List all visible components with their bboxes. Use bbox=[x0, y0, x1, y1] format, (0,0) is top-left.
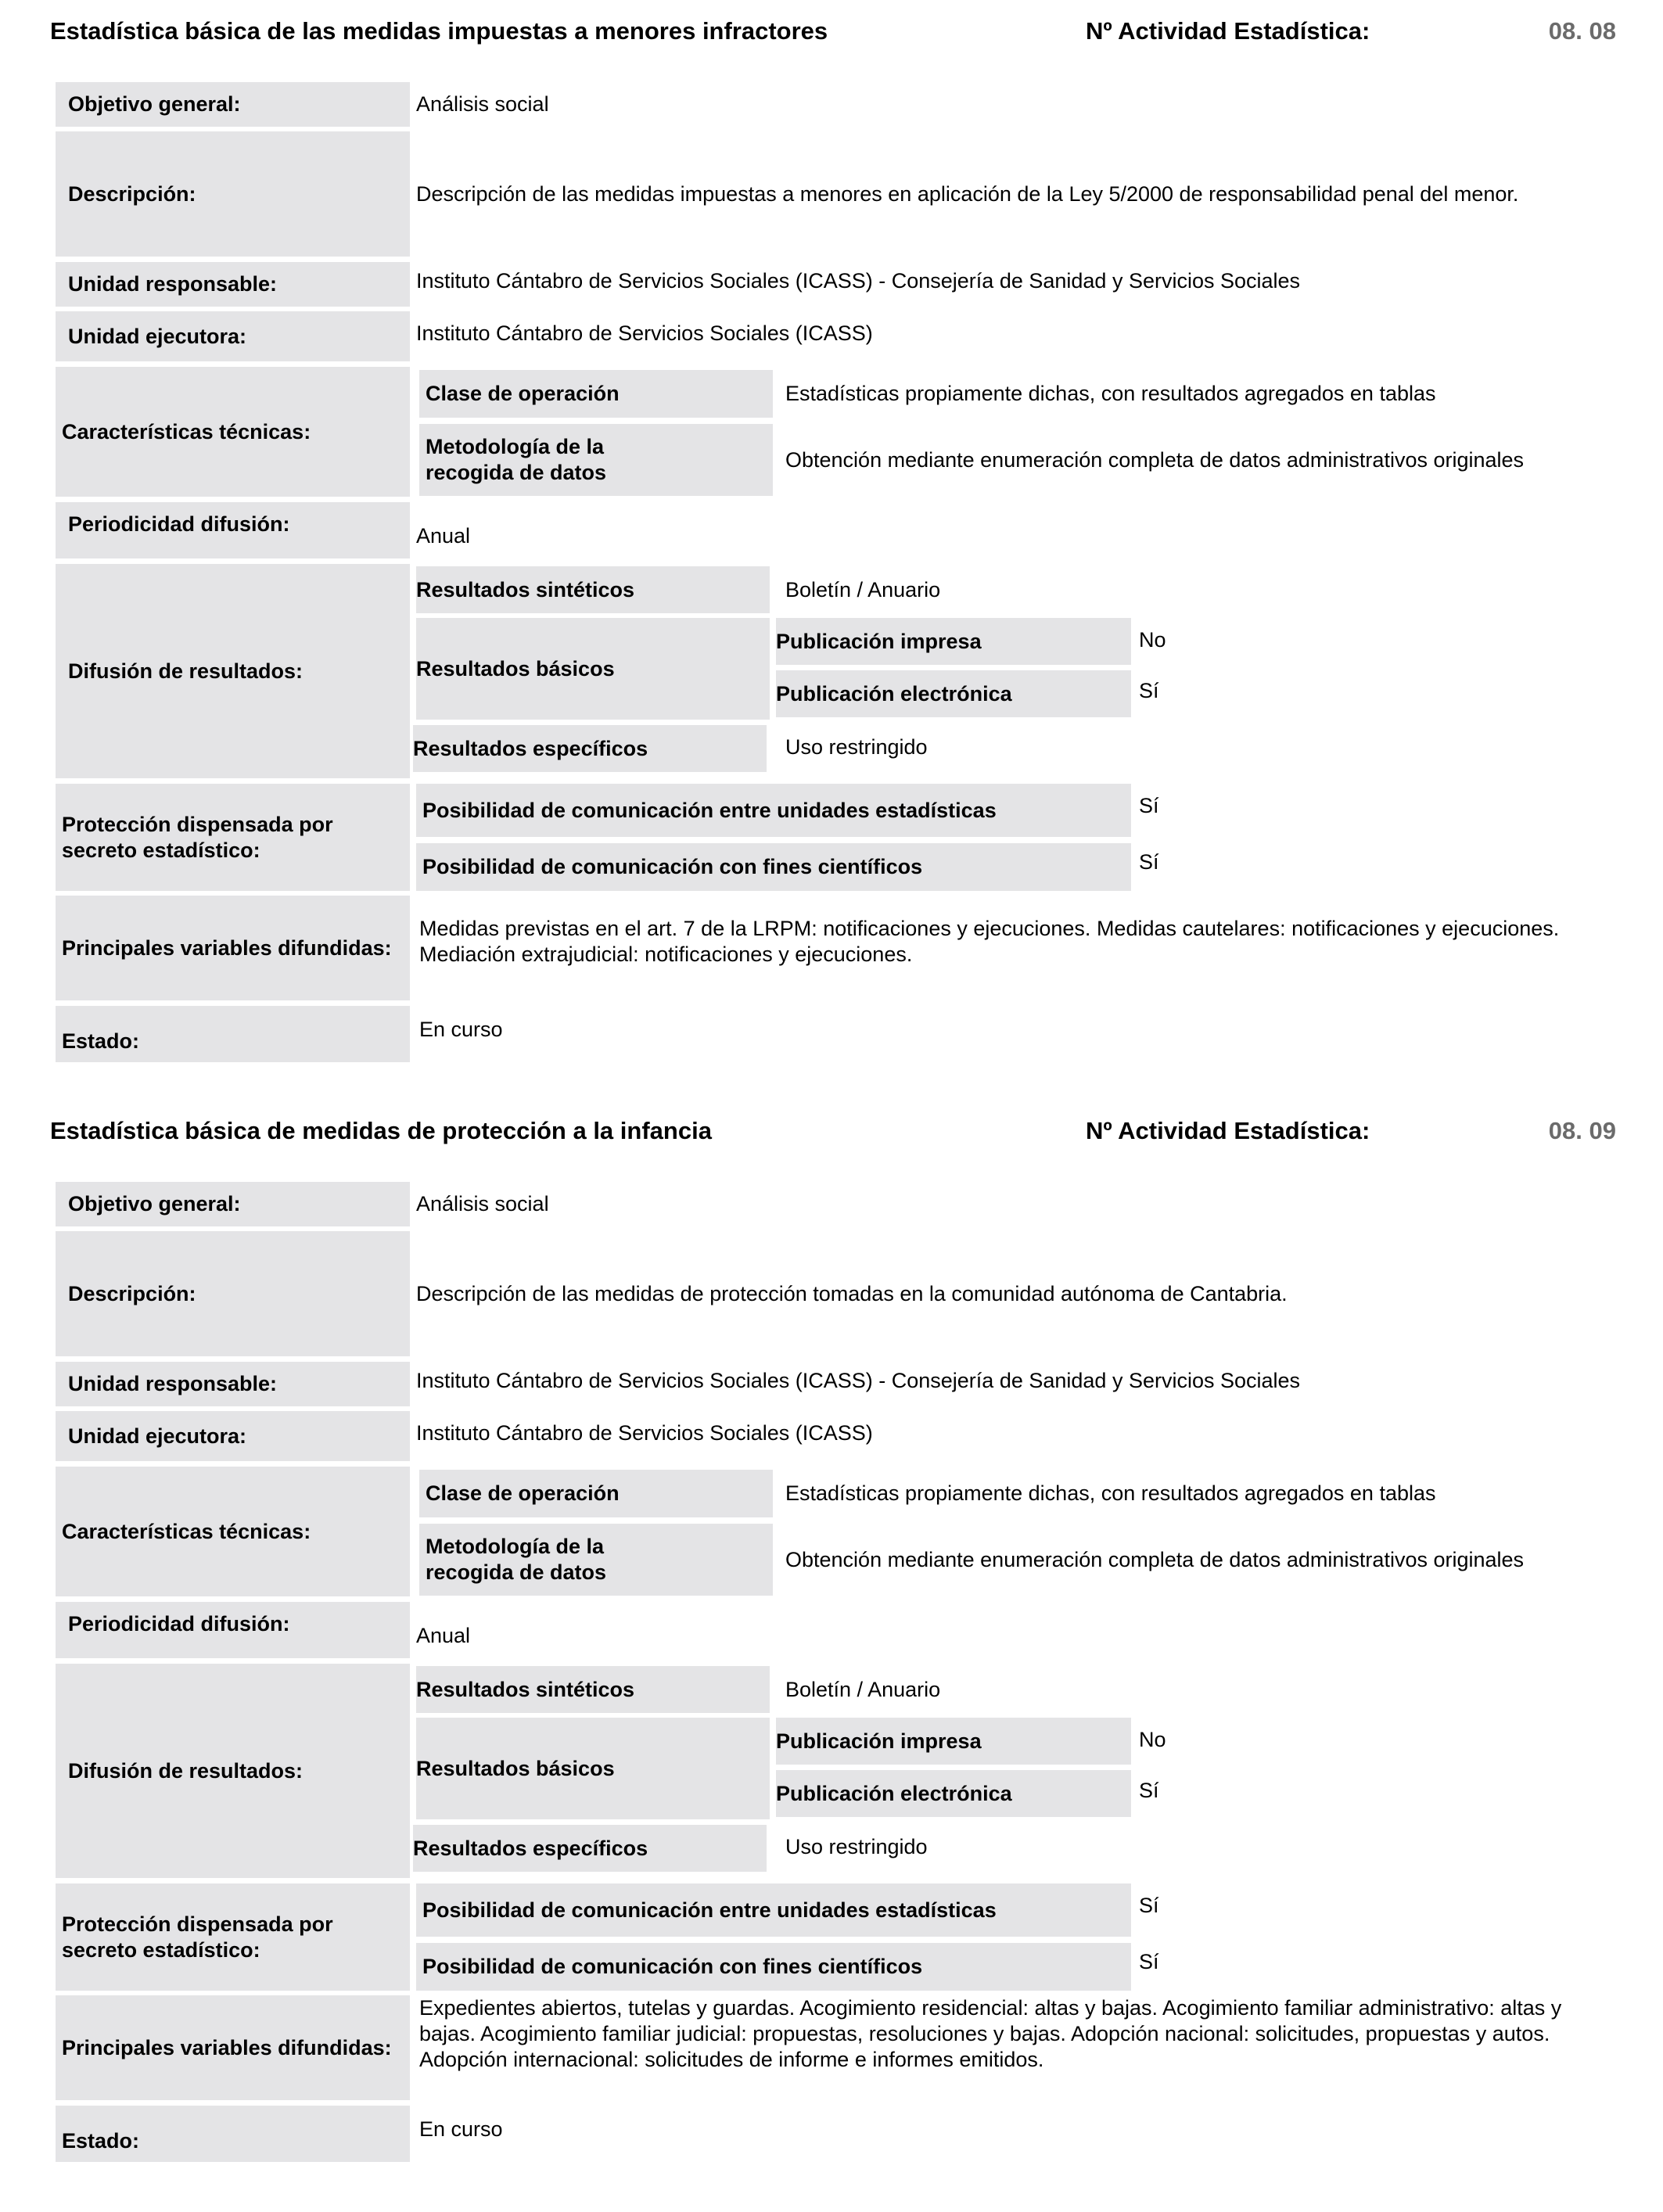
label-resultados-especificos: Resultados específicos bbox=[413, 725, 767, 772]
value-comunicacion-cientificos: Sí bbox=[1139, 1950, 1159, 1973]
value-publicacion-impresa: No bbox=[1139, 1728, 1166, 1751]
statistic-sheet-2 bbox=[0, 1117, 1663, 2212]
label-metodologia: Metodología de la recogida de datos bbox=[419, 424, 773, 496]
label-unidad-responsable: Unidad responsable: bbox=[56, 262, 410, 307]
label-publicacion-electronica: Publicación electrónica bbox=[776, 670, 1131, 717]
statistic-sheet-1 bbox=[0, 17, 1663, 1112]
label-clase-operacion: Clase de operación bbox=[419, 370, 773, 418]
activity-number: 08. 08 bbox=[1548, 17, 1616, 45]
value-publicacion-impresa: No bbox=[1139, 628, 1166, 652]
label-clase-operacion: Clase de operación bbox=[419, 1470, 773, 1517]
label-comunicacion-cientificos: Posibilidad de comunicación con fines científicos bbox=[416, 843, 1131, 891]
label-publicacion-impresa: Publicación impresa bbox=[776, 1718, 1131, 1765]
activity-number-label: Nº Actividad Estadística: bbox=[1086, 17, 1370, 45]
sheet-title: Estadística básica de las medidas impuestas a menores infractores bbox=[50, 17, 828, 45]
label-objetivo: Objetivo general: bbox=[56, 1182, 410, 1226]
label-resultados-basicos: Resultados básicos bbox=[416, 1718, 770, 1819]
label-unidad-ejecutora: Unidad ejecutora: bbox=[56, 1411, 410, 1461]
activity-number: 08. 09 bbox=[1548, 1117, 1616, 1144]
value-resultados-especificos: Uso restringido bbox=[785, 735, 928, 759]
label-difusion: Difusión de resultados: bbox=[56, 1664, 410, 1878]
value-comunicacion-unidades: Sí bbox=[1139, 794, 1159, 817]
sheet-title: Estadística básica de medidas de protección a la infancia bbox=[50, 1117, 712, 1144]
label-comunicacion-unidades: Posibilidad de comunicación entre unidades estadísticas bbox=[416, 784, 1131, 837]
label-publicacion-electronica: Publicación electrónica bbox=[776, 1770, 1131, 1817]
label-metodologia: Metodología de la recogida de datos bbox=[419, 1524, 773, 1596]
label-variables: Principales variables difundidas: bbox=[56, 896, 410, 1000]
label-descripcion: Descripción: bbox=[56, 1231, 410, 1356]
value-periodicidad: Anual bbox=[416, 524, 471, 548]
label-periodicidad: Periodicidad difusión: bbox=[56, 1602, 410, 1658]
label-variables: Principales variables difundidas: bbox=[56, 1995, 410, 2100]
value-clase-operacion: Estadísticas propiamente dichas, con resultados agregados en tablas bbox=[785, 1481, 1436, 1505]
label-unidad-responsable: Unidad responsable: bbox=[56, 1362, 410, 1406]
label-comunicacion-cientificos: Posibilidad de comunicación con fines científicos bbox=[416, 1943, 1131, 1991]
value-unidad-ejecutora: Instituto Cántabro de Servicios Sociales (ICASS) bbox=[416, 1421, 873, 1445]
value-publicacion-electronica: Sí bbox=[1139, 679, 1159, 702]
label-caracteristicas: Características técnicas: bbox=[56, 1467, 410, 1596]
label-unidad-ejecutora: Unidad ejecutora: bbox=[56, 311, 410, 361]
label-comunicacion-unidades: Posibilidad de comunicación entre unidades estadísticas bbox=[416, 1883, 1131, 1937]
label-estado: Estado: bbox=[56, 1006, 410, 1062]
label-proteccion: Protección dispensada por secreto estadístico: bbox=[56, 784, 410, 891]
value-estado: En curso bbox=[419, 1018, 503, 1041]
label-resultados-sinteticos: Resultados sintéticos bbox=[416, 1666, 770, 1713]
value-objetivo: Análisis social bbox=[416, 92, 549, 116]
label-estado: Estado: bbox=[56, 2106, 410, 2162]
value-metodologia: Obtención mediante enumeración completa de datos administrativos originales bbox=[785, 1547, 1525, 1571]
value-unidad-responsable: Instituto Cántabro de Servicios Sociales (ICASS) - Consejería de Sanidad y Servicios Sociales bbox=[416, 269, 1301, 293]
value-resultados-sinteticos: Boletín / Anuario bbox=[785, 1678, 941, 1701]
value-clase-operacion: Estadísticas propiamente dichas, con resultados agregados en tablas bbox=[785, 382, 1436, 405]
label-difusion: Difusión de resultados: bbox=[56, 564, 410, 778]
value-descripcion: Descripción de las medidas de protección tomadas en la comunidad autónoma de Cantabria. bbox=[416, 1281, 1288, 1305]
label-descripcion: Descripción: bbox=[56, 131, 410, 257]
value-variables: Expedientes abiertos, tutelas y guardas. Acogimiento residencial: altas y bajas. Acogimiento familiar administrativo: altas y bajas. Acogimiento familiar judicial: propuestas, resoluciones y bajas. Adopción nacional: solicitudes, propuestas y autos. Adopción internacional: solicitudes de informe e informes emitidos. bbox=[419, 1996, 1562, 2071]
value-objetivo: Análisis social bbox=[416, 1192, 549, 1216]
label-publicacion-impresa: Publicación impresa bbox=[776, 618, 1131, 665]
label-resultados-basicos: Resultados básicos bbox=[416, 618, 770, 720]
value-variables: Medidas previstas en el art. 7 de la LRPM: notificaciones y ejecuciones. Medidas cautelares: notificaciones y ejecuciones. Mediación extrajudicial: notificaciones y ejecuciones. bbox=[419, 917, 1560, 966]
value-comunicacion-unidades: Sí bbox=[1139, 1894, 1159, 1917]
value-descripcion: Descripción de las medidas impuestas a menores en aplicación de la Ley 5/2000 de responsabilidad penal del menor. bbox=[416, 181, 1519, 206]
label-objetivo: Objetivo general: bbox=[56, 82, 410, 127]
value-publicacion-electronica: Sí bbox=[1139, 1779, 1159, 1802]
value-periodicidad: Anual bbox=[416, 1624, 471, 1647]
activity-number-label: Nº Actividad Estadística: bbox=[1086, 1117, 1370, 1144]
label-resultados-sinteticos: Resultados sintéticos bbox=[416, 566, 770, 613]
label-resultados-especificos: Resultados específicos bbox=[413, 1825, 767, 1872]
label-proteccion: Protección dispensada por secreto estadístico: bbox=[56, 1883, 410, 1991]
value-comunicacion-cientificos: Sí bbox=[1139, 850, 1159, 874]
label-periodicidad: Periodicidad difusión: bbox=[56, 502, 410, 558]
value-estado: En curso bbox=[419, 2117, 503, 2141]
value-unidad-ejecutora: Instituto Cántabro de Servicios Sociales (ICASS) bbox=[416, 321, 873, 345]
value-resultados-sinteticos: Boletín / Anuario bbox=[785, 578, 941, 601]
value-resultados-especificos: Uso restringido bbox=[785, 1835, 928, 1858]
value-unidad-responsable: Instituto Cántabro de Servicios Sociales (ICASS) - Consejería de Sanidad y Servicios Sociales bbox=[416, 1369, 1301, 1392]
label-caracteristicas: Características técnicas: bbox=[56, 367, 410, 497]
value-metodologia: Obtención mediante enumeración completa de datos administrativos originales bbox=[785, 447, 1525, 472]
